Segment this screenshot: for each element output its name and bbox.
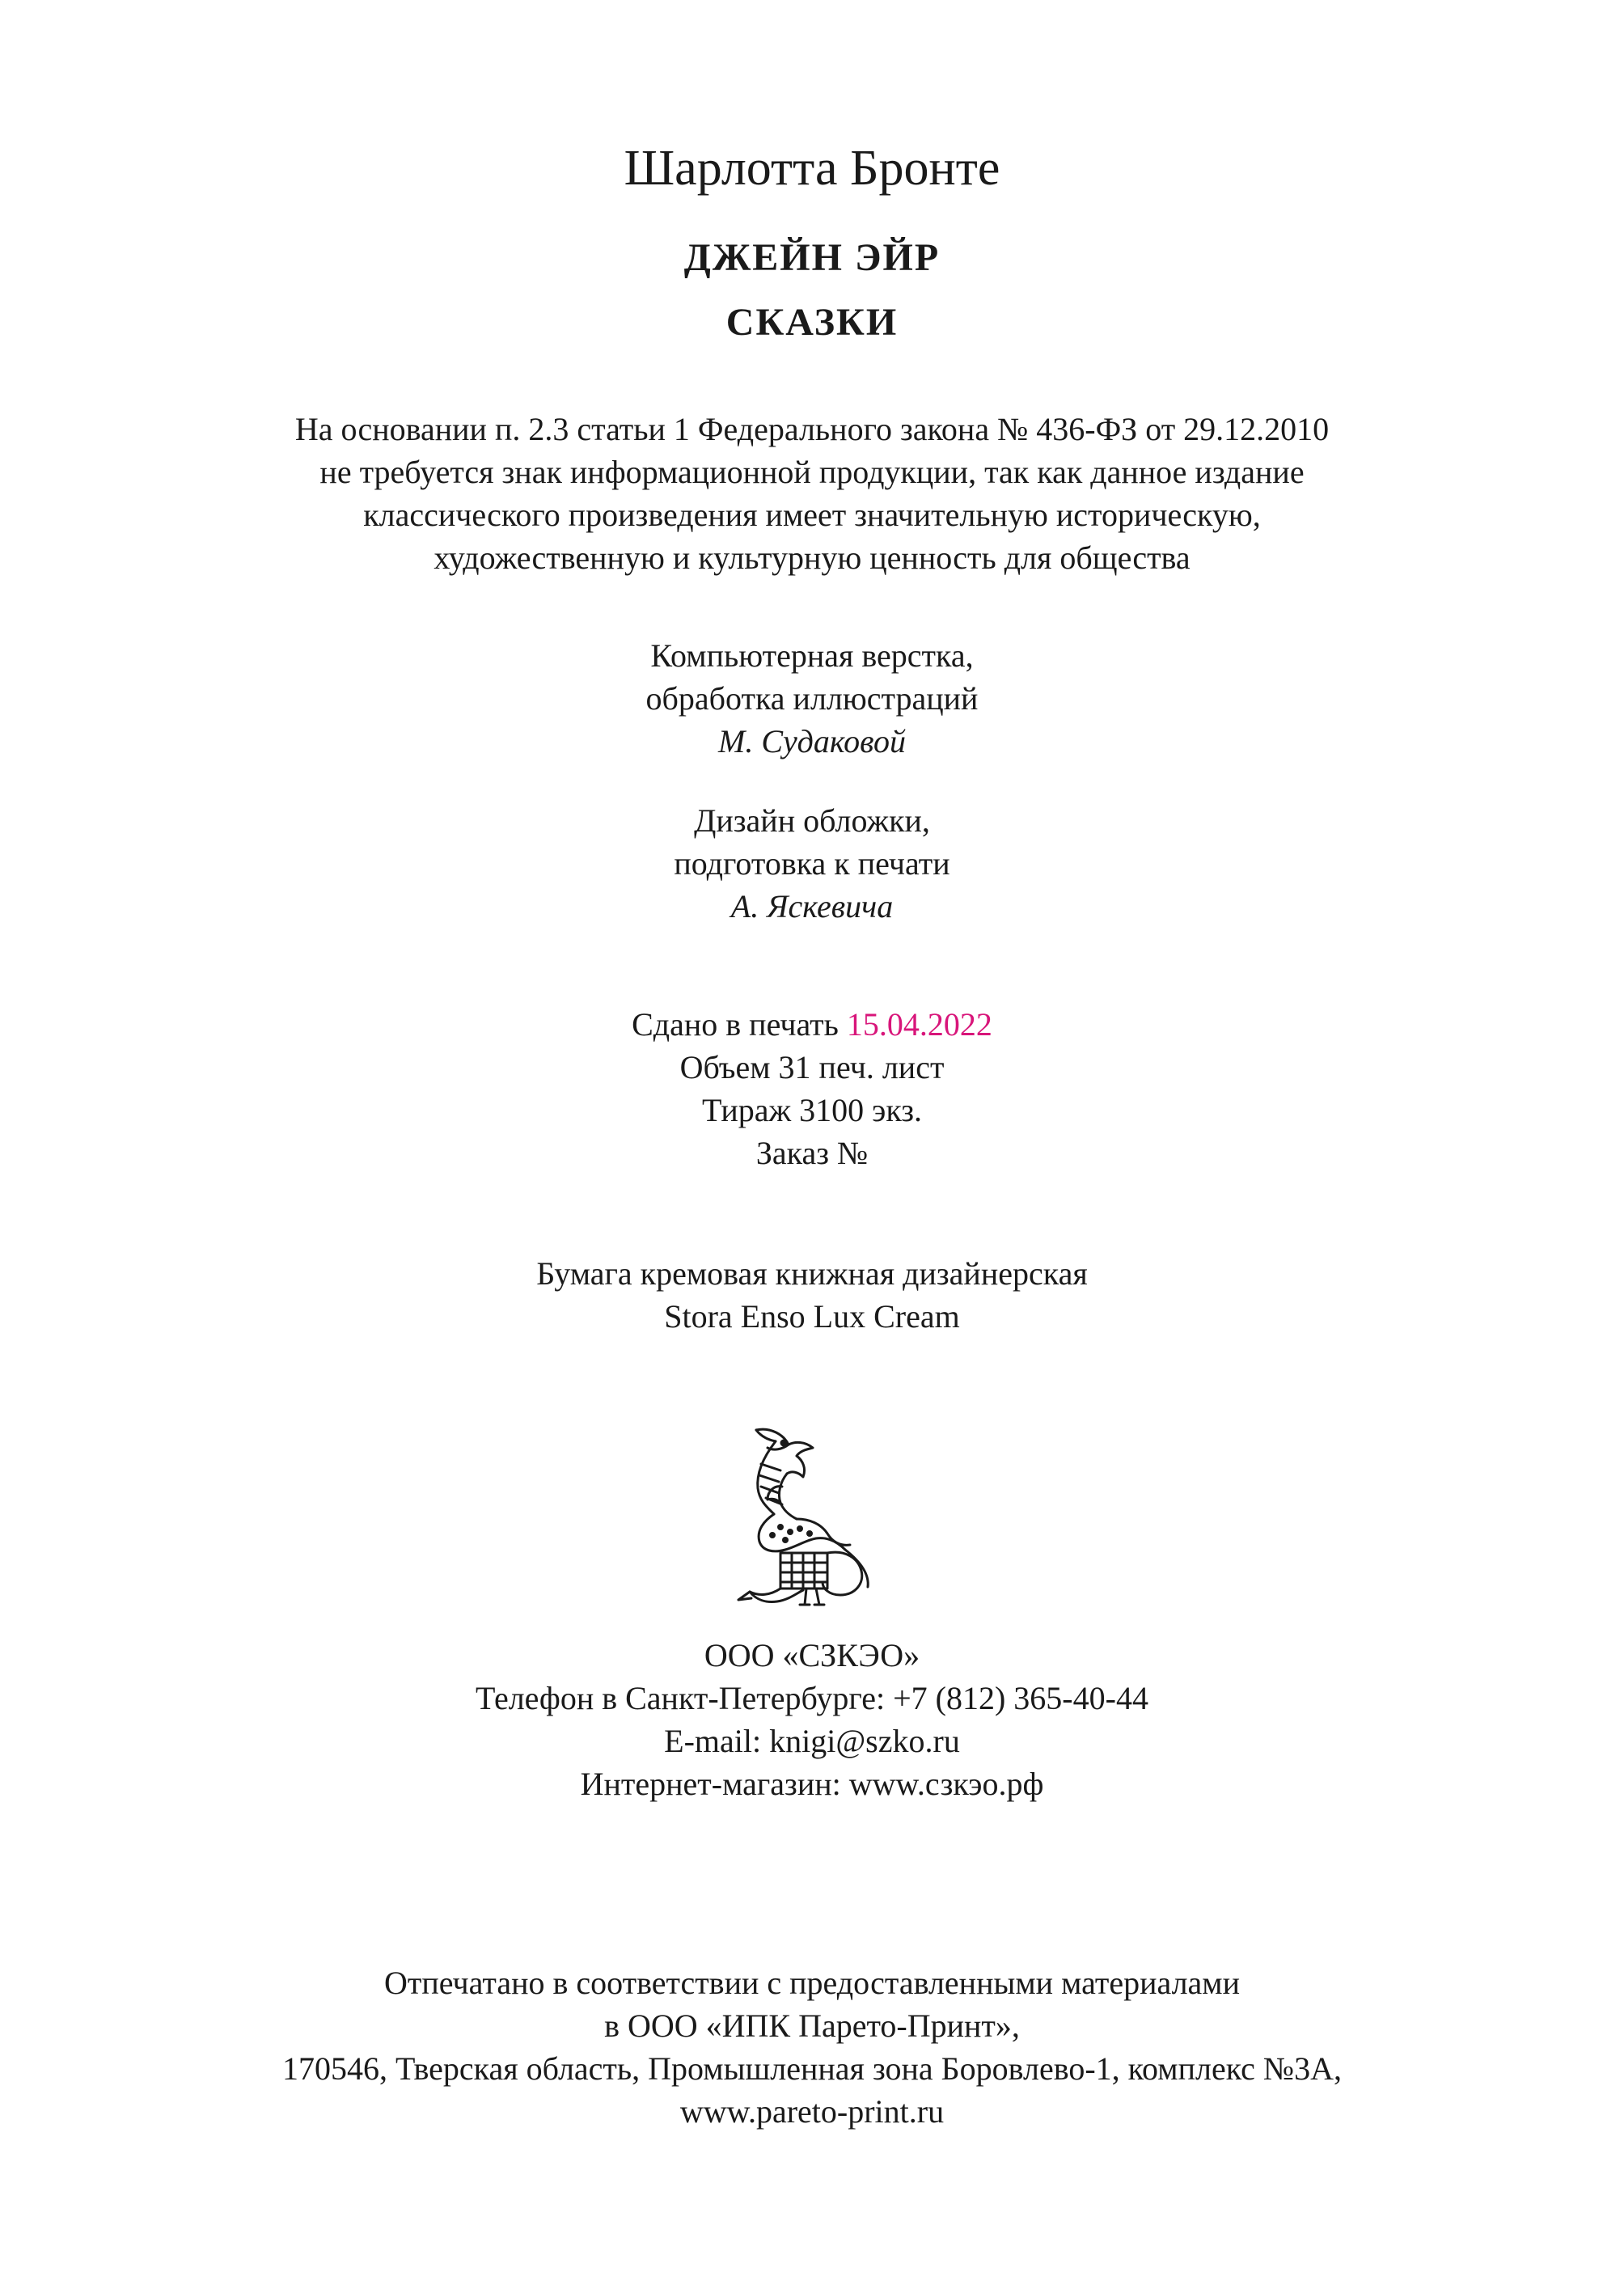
layout-credit-person: М. Судаковой <box>718 723 906 759</box>
book-title-line: ДЖЕЙН ЭЙР <box>683 236 941 279</box>
legal-notice-line: классического произведения имеет значительную историческую, <box>363 497 1261 533</box>
layout-credit-role: Компьютерная верстка, <box>650 637 974 674</box>
printer-website: www.pareto-print.ru <box>679 2093 945 2130</box>
dragon-emblem-icon <box>732 1424 902 1610</box>
publisher-name: ООО «СЗКЭО» <box>704 1637 920 1673</box>
cover-credit-person: А. Яскевича <box>730 888 894 924</box>
print-info <box>0 1003 1624 1174</box>
legal-notice <box>0 408 1624 579</box>
publisher-info <box>0 1634 1624 1805</box>
submitted-to-print <box>0 1003 1624 1046</box>
submitted-label: Сдано в печать <box>632 1006 839 1043</box>
paper-line: Stora Enso Lux Cream <box>664 1298 960 1335</box>
printer-line: в ООО «ИПК Парето-Принт», <box>604 2007 1020 2044</box>
legal-notice-line: На основании п. 2.3 статьи 1 Федерального закона № 436-ФЗ от 29.12.2010 <box>294 411 1330 447</box>
printer-address: 170546, Тверская область, Промышленная зона Боровлево-1, комплекс №3А, <box>282 2050 1342 2087</box>
cover-credit-role: подготовка к печати <box>674 845 950 882</box>
layout-credit-role: обработка иллюстраций <box>645 680 979 717</box>
cover-credit <box>0 799 1624 928</box>
author-line: Шарлотта Бронте <box>624 141 1000 196</box>
print-volume: Объем 31 печ. лист <box>679 1049 945 1085</box>
legal-notice-line: художественную и культурную ценность для общества <box>433 539 1191 576</box>
printer-info <box>0 1961 1624 2133</box>
paper-info <box>0 1252 1624 1338</box>
paper-line: Бумага кремовая книжная дизайнерская <box>536 1255 1088 1292</box>
legal-notice-line: не требуется знак информационной продукции, так как данное издание <box>319 454 1305 490</box>
printer-line: Отпечатано в соответствии с предоставленными материалами <box>383 1965 1241 2001</box>
submitted-date: 15.04.2022 <box>846 1006 992 1043</box>
book-subtitle <box>0 295 1624 350</box>
publisher-shop: Интернет-магазин: www.сзкэо.рф <box>580 1766 1044 1802</box>
author-name <box>0 136 1624 201</box>
book-title <box>0 231 1624 286</box>
print-order: Заказ № <box>755 1135 869 1171</box>
print-circulation: Тираж 3100 экз. <box>701 1092 923 1128</box>
cover-credit-role: Дизайн обложки, <box>694 802 930 839</box>
publisher-email: E-mail: knigi@szko.ru <box>664 1723 960 1759</box>
publisher-phone: Телефон в Санкт-Петербурге: +7 (812) 365-40-44 <box>476 1680 1148 1716</box>
layout-credit <box>0 634 1624 763</box>
book-subtitle-line: СКАЗКИ <box>725 301 899 344</box>
